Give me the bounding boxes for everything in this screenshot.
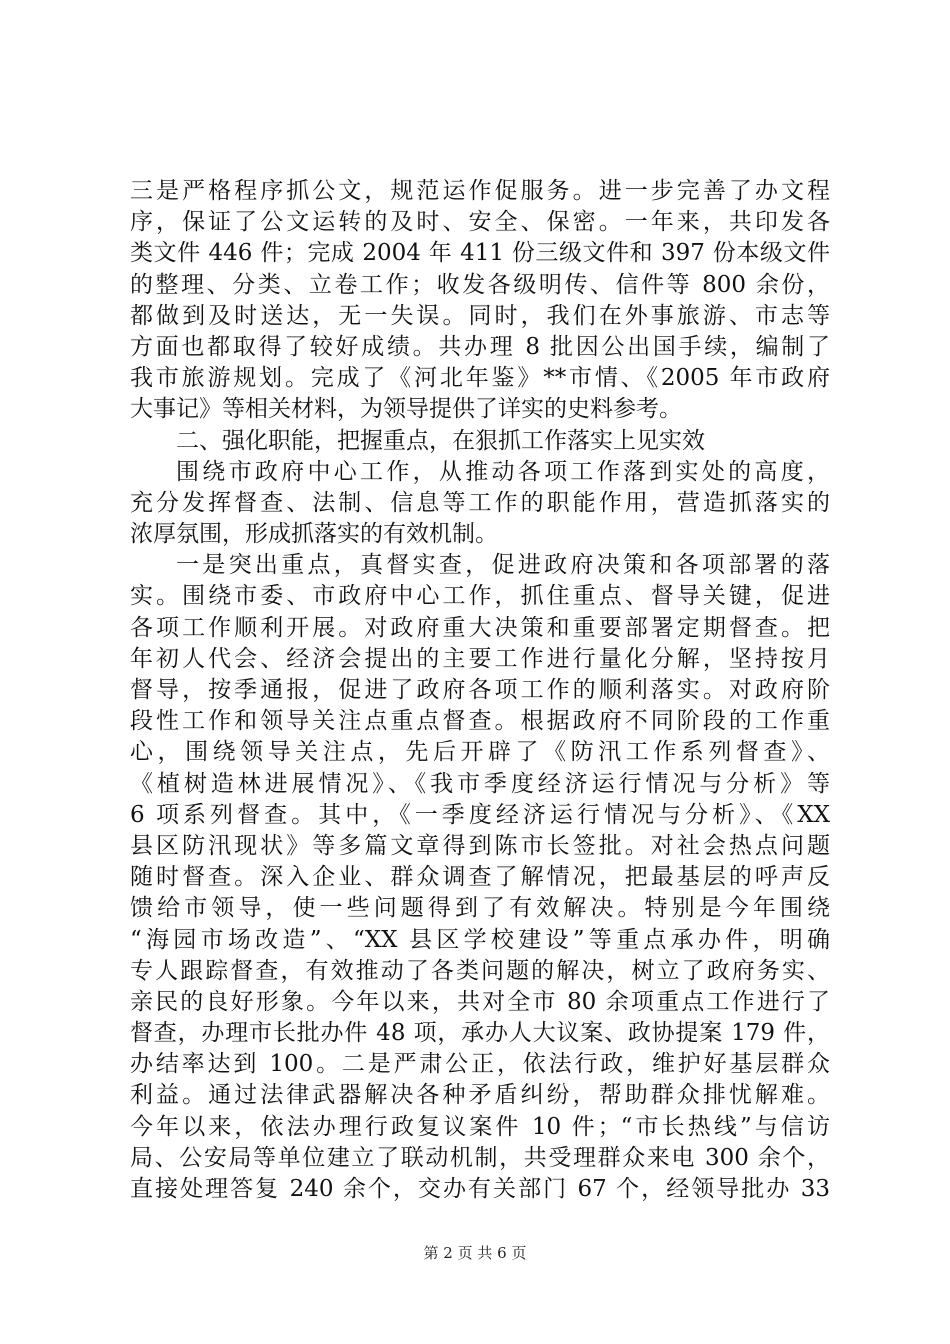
text-line: 类文件 446 件；完成 2004 年 411 份三级文件和 397 份本级文件 xyxy=(130,240,830,267)
text-line: 实。围绕市委、市政府中心工作，抓住重点、督导关键，促进 xyxy=(130,583,830,610)
text-line: 序，保证了公文运转的及时、安全、保密。一年来，共印发各 xyxy=(130,209,830,236)
text-line: 充分发挥督查、法制、信息等工作的职能作用，营造抓落实的 xyxy=(130,489,830,516)
document-body xyxy=(130,176,830,1205)
text-line: 年初人代会、经济会提出的主要工作进行量化分解，坚持按月 xyxy=(130,645,830,672)
text-line: 段性工作和领导关注点重点督查。根据政府不同阶段的工作重 xyxy=(130,708,830,735)
text-line: 局、公安局等单位建立了联动机制，共受理群众来电 300 余个， xyxy=(130,1144,830,1171)
text-line: 方面也都取得了较好成绩。共办理 8 批因公出国手续，编制了 xyxy=(130,333,830,360)
text-line: 浓厚氛围，形成抓落实的有效机制。 xyxy=(130,521,498,548)
text-line: 督查，办理市长批办件 48 项，承办人大议案、政协提案 179 件， xyxy=(130,1020,830,1047)
text-line: 亲民的良好形象。今年以来，共对全市 80 余项重点工作进行了 xyxy=(130,988,830,1015)
text-line: 《植树造林进展情况》、《我市季度经济运行情况与分析》等 xyxy=(130,770,830,797)
text-line: 馈给市领导，使一些问题得到了有效解决。特别是今年围绕 xyxy=(130,895,830,922)
text-line: 三是严格程序抓公文，规范运作促服务。进一步完善了办文程 xyxy=(130,178,830,204)
text-line: 大事记》等相关材料，为领导提供了详实的史料参考。 xyxy=(130,396,682,423)
page-footer: 第 2 页 共 6 页 xyxy=(423,1244,527,1262)
text-line: 6 项系列督查。其中，《一季度经济运行情况与分析》、《XX xyxy=(130,801,830,828)
section-heading: 二、强化职能，把握重点，在狠抓工作落实上见实效 xyxy=(176,427,705,454)
text-line: 心，围绕领导关注点，先后开辟了《防汛工作系列督查》、 xyxy=(130,739,830,766)
text-line: 专人跟踪督查，有效推动了各类问题的解决，树立了政府务实、 xyxy=(130,957,830,984)
text-line: 直接处理答复 240 余个，交办有关部门 67 个，经领导批办 33 xyxy=(130,1176,830,1202)
text-line: 县区防汛现状》等多篇文章得到陈市长签批。对社会热点问题 xyxy=(130,832,830,859)
text-line: 利益。通过法律武器解决各种矛盾纠纷，帮助群众排忧解难。 xyxy=(130,1082,830,1109)
text-line: 我市旅游规划。完成了《河北年鉴》**市情、《2005 年市政府 xyxy=(130,365,830,392)
text-line: 督导，按季通报，促进了政府各项工作的顺利落实。对政府阶 xyxy=(130,677,830,703)
text-line: 今年以来，依法办理行政复议案件 10 件；“市长热线”与信访 xyxy=(130,1113,830,1140)
text-line: 办结率达到 100。二是严肃公正，依法行政，维护好基层群众 xyxy=(130,1051,830,1078)
text-line: 围绕市政府中心工作，从推动各项工作落到实处的高度， xyxy=(176,458,830,485)
text-line: 一是突出重点，真督实查，促进政府决策和各项部署的落 xyxy=(176,552,830,579)
text-line: 各项工作顺利开展。对政府重大决策和重要部署定期督查。把 xyxy=(130,614,830,641)
text-line: “海园市场改造”、“XX 县区学校建设”等重点承办件，明确 xyxy=(130,926,830,953)
text-line: 的整理、分类、立卷工作；收发各级明传、信件等 800 余份， xyxy=(130,271,830,298)
text-line: 随时督查。深入企业、群众调查了解情况，把最基层的呼声反 xyxy=(130,864,830,891)
text-line: 都做到及时送达，无一失误。同时，我们在外事旅游、市志等 xyxy=(130,302,830,329)
